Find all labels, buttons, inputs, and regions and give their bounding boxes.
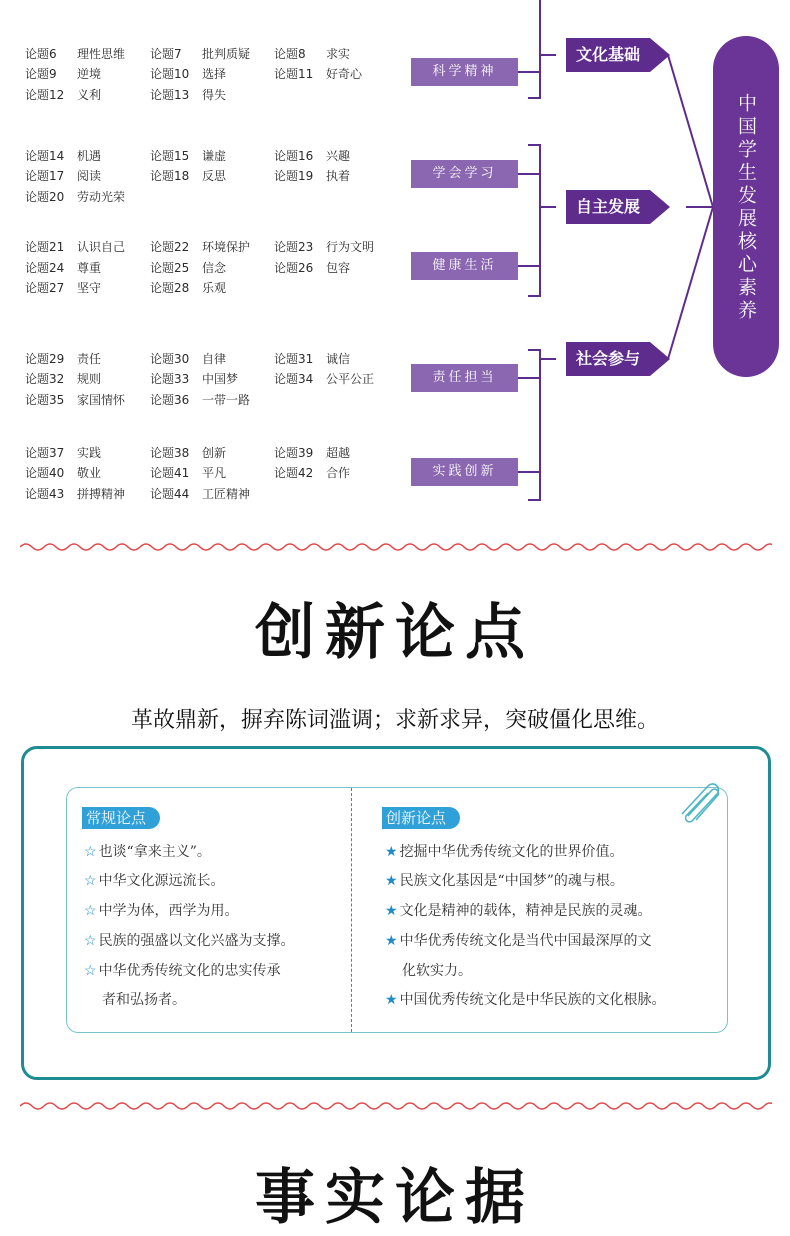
- topic-item: 论题37 实践: [25, 446, 102, 460]
- sub-category-learn-to-learn: 学会学习: [411, 160, 518, 188]
- topic-item: 论题44 工匠精神: [150, 487, 251, 501]
- innovative-point: ★ 民族文化基因是“中国梦”的魂与根。: [385, 873, 624, 889]
- topic-item: 论题24 尊重: [25, 261, 102, 275]
- topic-item: 论题32 规则: [25, 372, 102, 386]
- topic-item: 论题18 反思: [150, 169, 227, 183]
- column-divider: [351, 788, 352, 1032]
- topic-item: 论题9 逆境: [25, 67, 102, 81]
- category-cultural-foundation: 文化基础: [566, 38, 650, 72]
- wavy-divider: [20, 1100, 772, 1112]
- conventional-point: ☆ 中华文化源远流长。: [84, 873, 225, 889]
- star-icon: ★: [385, 903, 398, 919]
- paperclip-icon: [676, 776, 724, 824]
- star-icon: ★: [385, 873, 398, 889]
- topic-item: 论题31 诚信: [274, 352, 351, 366]
- sub-category-responsibility: 责任担当: [411, 364, 518, 392]
- topic-item: 论题14 机遇: [25, 149, 102, 163]
- label-conventional-arguments: 常规论点: [82, 807, 160, 829]
- topic-item: 论题20 劳动光荣: [25, 190, 126, 204]
- hollow-star-icon: ☆: [84, 933, 97, 949]
- innovative-point: ★ 中华优秀传统文化是当代中国最深厚的文: [385, 933, 652, 949]
- conventional-point-continuation: 者和弘扬者。: [102, 992, 186, 1008]
- topic-item: 论题35 家国情怀: [25, 393, 126, 407]
- topic-item: 论题11 好奇心: [274, 67, 363, 81]
- innovative-point: ★ 中国优秀传统文化是中华民族的文化根脉。: [385, 992, 666, 1008]
- wavy-divider: [20, 541, 772, 553]
- topic-item: 论题7 批判质疑: [150, 47, 251, 61]
- conventional-point: ☆ 也谈“拿来主义”。: [84, 844, 211, 860]
- topic-item: 论题10 选择: [150, 67, 227, 81]
- star-icon: ★: [385, 844, 398, 860]
- topic-item: 论题16 兴趣: [274, 149, 351, 163]
- topic-item: 论题12 义利: [25, 88, 102, 102]
- label-innovative-arguments: 创新论点: [382, 807, 460, 829]
- topic-item: 论题15 谦虚: [150, 149, 227, 163]
- core-literacy-pill: 中国学生发展核心素养: [713, 36, 779, 377]
- topic-item: 论题22 环境保护: [150, 240, 251, 254]
- innovative-point: ★ 挖掘中华优秀传统文化的世界价值。: [385, 844, 624, 860]
- section-title-factual-evidence: 事实论据: [255, 1163, 535, 1233]
- topic-item: 论题42 合作: [274, 466, 351, 480]
- hollow-star-icon: ☆: [84, 963, 97, 979]
- topic-item: 论题38 创新: [150, 446, 227, 460]
- topic-item: 论题36 一带一路: [150, 393, 251, 407]
- topic-item: 论题23 行为文明: [274, 240, 375, 254]
- topic-item: 论题39 超越: [274, 446, 351, 460]
- section-subtitle: 革故鼎新，摒弃陈词滥调；求新求异，突破僵化思维。: [130, 708, 659, 733]
- topic-item: 论题34 公平公正: [274, 372, 375, 386]
- hollow-star-icon: ☆: [84, 873, 97, 889]
- topic-item: 论题43 拼搏精神: [25, 487, 126, 501]
- topic-item: 论题27 坚守: [25, 281, 102, 295]
- topic-item: 论题33 中国梦: [150, 372, 239, 386]
- topic-item: 论题21 认识自己: [25, 240, 126, 254]
- topic-item: 论题6 理性思维: [25, 47, 126, 61]
- conventional-point: ☆ 民族的强盛以文化兴盛为支撑。: [84, 933, 295, 949]
- topic-item: 论题29 责任: [25, 352, 102, 366]
- sub-category-science-spirit: 科学精神: [411, 58, 518, 86]
- category-social-participation: 社会参与: [566, 342, 650, 376]
- hollow-star-icon: ☆: [84, 903, 97, 919]
- innovative-point: ★ 文化是精神的载体，精神是民族的灵魂。: [385, 903, 652, 919]
- conventional-point: ☆ 中华优秀传统文化的忠实传承: [84, 963, 281, 979]
- sub-category-healthy-life: 健康生活: [411, 252, 518, 280]
- topic-item: 论题19 执着: [274, 169, 351, 183]
- section-title-innovative-argument: 创新论点: [255, 598, 535, 668]
- conventional-point: ☆ 中学为体，西学为用。: [84, 903, 239, 919]
- topic-item: 论题30 自律: [150, 352, 227, 366]
- topic-item: 论题40 敬业: [25, 466, 102, 480]
- topic-item: 论题8 求实: [274, 47, 351, 61]
- sub-category-practice-innovation: 实践创新: [411, 458, 518, 486]
- category-self-development: 自主发展: [566, 190, 650, 224]
- topic-item: 论题28 乐观: [150, 281, 227, 295]
- star-icon: ★: [385, 992, 398, 1008]
- topic-item: 论题41 平凡: [150, 466, 227, 480]
- topic-item: 论题26 包容: [274, 261, 351, 275]
- connector-lines: [0, 0, 790, 520]
- topic-item: 论题25 信念: [150, 261, 227, 275]
- star-icon: ★: [385, 933, 398, 949]
- hollow-star-icon: ☆: [84, 844, 97, 860]
- innovative-point-continuation: 化软实力。: [402, 963, 472, 979]
- topic-item: 论题13 得失: [150, 88, 227, 102]
- topic-item: 论题17 阅读: [25, 169, 102, 183]
